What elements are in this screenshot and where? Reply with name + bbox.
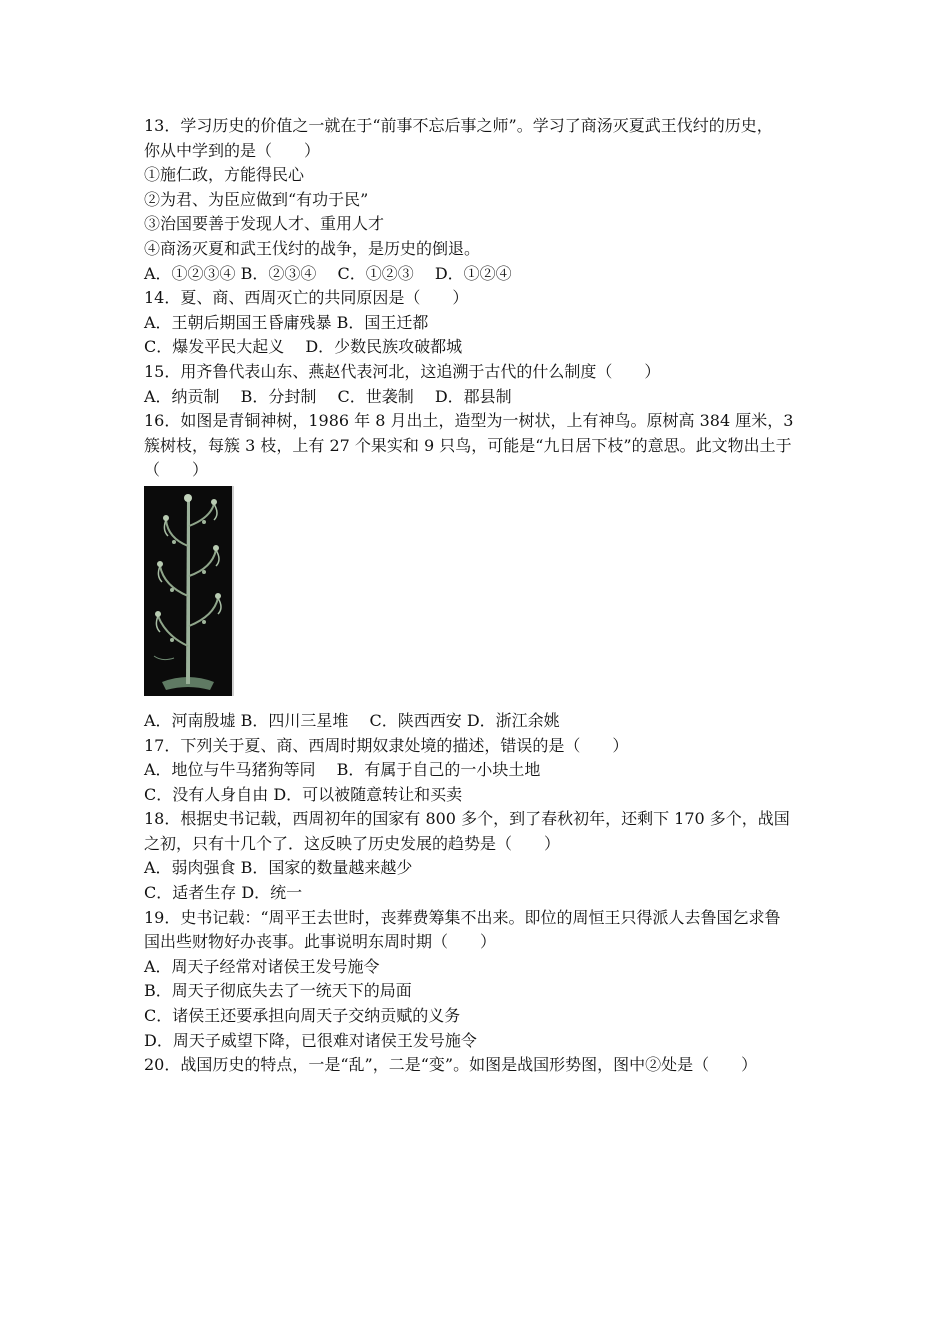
question-14: [144, 286, 808, 360]
bronze-tree-photo: [144, 486, 234, 696]
question-13-statement-3: ③治国要善于发现人才、重用人才: [144, 214, 385, 234]
question-19: [144, 906, 808, 1054]
question-18-stem-line-1: 18．根据史书记载，西周初年的国家有 800 多个，到了春秋初年，还剩下 170 多个，战国: [144, 809, 790, 829]
question-13: [144, 114, 808, 286]
question-16-options: A．河南殷墟 B．四川三星堆 C．陕西西安 D．浙江余姚: [144, 710, 560, 730]
question-13-statement-4: ④商汤灭夏和武王伐纣的战争，是历史的倒退。: [144, 238, 481, 258]
question-15: [144, 360, 808, 409]
question-18-options-line-1: A．弱肉强食 B．国家的数量越来越少: [144, 858, 413, 878]
question-13-stem-line-2: 你从中学到的是（ ）: [144, 140, 321, 160]
question-14-options-line-1: A．王朝后期国王昏庸残暴 B．国王迁都: [144, 312, 429, 332]
question-15-options: A．纳贡制 B．分封制 C．世袭制 D．郡县制: [144, 386, 512, 406]
question-19-option-d: D．周天子威望下降，已很难对诸侯王发号施令: [144, 1030, 477, 1050]
question-18-options-line-2: C．适者生存 D．统一: [144, 883, 303, 903]
question-17: [144, 734, 808, 808]
question-16-stem-line-1: 16．如图是青铜神树，1986 年 8 月出土，造型为一树状，上有神鸟。原树高 384 厘米，3: [144, 411, 794, 431]
question-20-stem: 20．战国历史的特点，一是“乱”，二是“变”。如图是战国形势图，图中②处是（ ）: [144, 1055, 758, 1075]
question-18: [144, 807, 808, 905]
bronze-tree-icon: [144, 486, 234, 696]
question-19-stem-line-2: 国出些财物好办丧事。此事说明东周时期（ ）: [144, 932, 497, 952]
question-19-option-c: C．诸侯王还要承担向周天子交纳贡赋的义务: [144, 1006, 461, 1026]
question-16-stem-line-3: （ ）: [144, 460, 209, 480]
question-list: [144, 114, 808, 1078]
question-14-options-line-2: C．爆发平民大起义 D．少数民族攻破都城: [144, 337, 463, 357]
question-17-stem: 17．下列关于夏、商、西周时期奴隶处境的描述，错误的是（ ）: [144, 735, 629, 755]
question-16: [144, 409, 808, 733]
question-13-statement-1: ①施仁政，方能得民心: [144, 165, 305, 185]
question-13-statement-2: ②为君、为臣应做到“有功于民”: [144, 189, 369, 209]
question-20: [144, 1053, 808, 1078]
question-19-option-a: A．周天子经常对诸侯王发号施令: [144, 956, 380, 976]
question-13-options: A．①②③④ B．②③④ C．①②③ D．①②④: [144, 263, 512, 283]
question-17-options-line-1: A．地位与牛马猪狗等同 B．有属于自己的一小块土地: [144, 760, 541, 780]
question-18-stem-line-2: 之初，只有十几个了．这反映了历史发展的趋势是（ ）: [144, 833, 561, 853]
question-19-stem-line-1: 19．史书记载：“周平王去世时，丧葬费筹集不出来。即位的周恒王只得派人去鲁国乞求鲁: [144, 907, 781, 927]
question-15-stem: 15．用齐鲁代表山东、燕赵代表河北，这追溯于古代的什么制度（ ）: [144, 361, 661, 381]
question-17-options-line-2: C．没有人身自由 D．可以被随意转让和买卖: [144, 784, 463, 804]
question-13-stem-line-1: 13．学习历史的价值之一就在于“前事不忘后事之师”。学习了商汤灭夏武王伐纣的历史，: [144, 116, 773, 135]
question-16-stem-line-2: 簇树枝，每簇 3 枝，上有 27 个果实和 9 只鸟，可能是“九日居下枝”的意思。此文物出土于: [144, 435, 792, 455]
question-19-option-b: B．周天子彻底失去了一统天下的局面: [144, 981, 412, 1001]
question-14-stem: 14．夏、商、西周灭亡的共同原因是（ ）: [144, 288, 469, 308]
